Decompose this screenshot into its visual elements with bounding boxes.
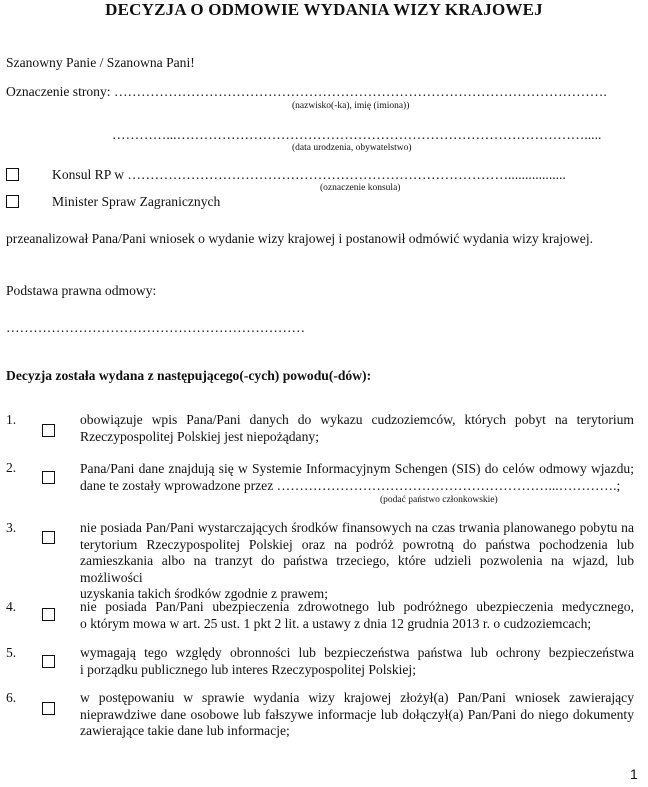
reason-line: nie posiada Pan/Pani ubezpieczenia zdrowotnego lub podróżnego ubezpieczenia medycznego, (80, 599, 634, 614)
legal-basis-label: Podstawa prawna odmowy: (6, 283, 157, 298)
analysis-text: przeanalizował Pana/Pani wniosek o wydanie wizy krajowej i postanowił odmówić wydania wizy krajowej. (6, 231, 594, 246)
reason-line: i porządku publicznego lub interes Rzeczypospolitej Polskiej; (80, 661, 416, 677)
reason-line: terytorium Rzeczypospolitej Polskiej oraz na podróż powrotną do państwa pochodzenia lub (80, 536, 634, 552)
reason-6-checkbox[interactable] (42, 702, 55, 715)
reason-1-text (80, 412, 634, 445)
reason-line: nie posiada Pan/Pani wystarczających środków finansowych na czas trwania planowanego pobytu na (80, 520, 634, 535)
reason-number: 4. (6, 599, 17, 614)
reason-4-text (80, 599, 634, 632)
reason-line: uzyskania takich środków zgodnie z prawem; (80, 586, 329, 601)
party-field[interactable]: Oznaczenie strony: ………………………………………………………………………………………………. (6, 84, 607, 99)
page-number: 1 (630, 766, 638, 782)
party-field-line2[interactable]: …………...………………………………………………………………………………..... (112, 127, 602, 142)
reason-number: 1. (6, 412, 17, 427)
member-state-hint: (podać państwo członkowskie) (380, 495, 498, 505)
party-birth-hint: (data urodzenia, obywatelstwo) (292, 143, 412, 153)
reason-3-text (80, 520, 634, 603)
reason-6-text (80, 690, 634, 740)
reason-line: zawierające takie dane lub informacje; (80, 723, 290, 738)
minister-label: Minister Spraw Zagranicznych (52, 194, 221, 209)
reason-line: wymagają tego względy obronności lub bezpieczeństwa państwa lub ochrony bezpieczeństwa (80, 645, 634, 660)
consul-field[interactable]: Konsul RP w …………………………………………………………………………................. (52, 167, 566, 182)
reason-number: 6. (6, 690, 17, 705)
reason-number: 2. (6, 460, 17, 475)
reason-4-checkbox[interactable] (42, 608, 55, 621)
reason-line: zamieszkania albo na tranzyt do państwa trzeciego, które udzieli pozwolenia na wjazd, lub możliwości (80, 553, 634, 585)
reason-line: obowiązuje wpis Pana/Pani danych do wykazu cudzoziemców, których pobyt na terytorium (80, 412, 634, 427)
reason-number: 3. (6, 520, 17, 535)
reasons-heading: Decyzja została wydana z następującego(-cych) powodu(-dów): (6, 368, 372, 383)
reason-3-checkbox[interactable] (42, 531, 55, 544)
reason-5-text (80, 645, 634, 678)
reason-number: 5. (6, 645, 17, 660)
reason-line[interactable]: dane te zostały wprowadzone przez ……………………………………………………...………….; (80, 478, 621, 493)
consul-checkbox[interactable] (6, 168, 19, 181)
party-name-hint: (nazwisko(-ka), imię (imiona)) (292, 101, 410, 111)
legal-basis-field[interactable]: ………………………………………………………… (6, 320, 306, 335)
document-title: DECYZJA O ODMOWIE WYDANIA WIZY KRAJOWEJ (105, 0, 543, 19)
reason-2-text (80, 460, 634, 494)
reason-line: Rzeczypospolitej Polskiej jest niepożądany; (80, 428, 319, 444)
reason-line: w postępowaniu w sprawie wydania wizy krajowej złożył(a) Pan/Pani wniosek zawierający (80, 690, 634, 705)
consul-hint: (oznaczenie konsula) (320, 183, 401, 193)
reason-line: o którym mowa w art. 25 ust. 1 pkt 2 lit. a ustawy z dnia 12 grudnia 2013 r. o cudzoziemcach; (80, 615, 592, 631)
reason-line: nieprawdziwe dane osobowe lub fałszywe informacje lub dołączył(a) Pan/Pani do niego dokumenty (80, 706, 634, 722)
reason-2-checkbox[interactable] (42, 471, 55, 484)
reason-5-checkbox[interactable] (42, 655, 55, 668)
reason-1-checkbox[interactable] (42, 424, 55, 437)
reason-line: Pana/Pani dane znajdują się w Systemie Informacyjnym Schengen (SIS) do celów odmowy wjazdu; (80, 461, 634, 476)
greeting: Szanowny Panie / Szanowna Pani! (6, 55, 195, 70)
minister-checkbox[interactable] (6, 195, 19, 208)
